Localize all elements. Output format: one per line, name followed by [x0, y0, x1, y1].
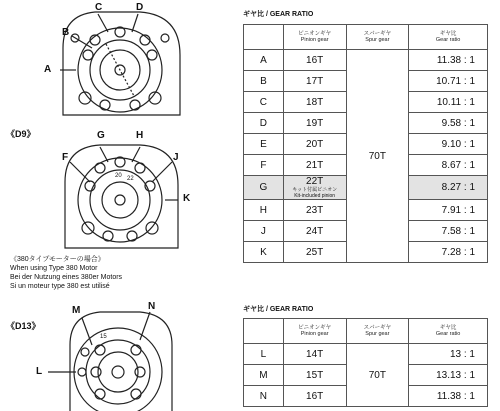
position-label-a: A	[44, 64, 52, 75]
header-pinion: ピニオンギヤ Pinion gear	[283, 25, 346, 50]
kit-included-label: キット付属ピニオン Kit-included pinion	[292, 187, 338, 199]
table-row: C 18T 10.11 : 1	[244, 92, 488, 113]
motor-380-note	[10, 255, 122, 291]
table-row: L 14T 70T 13 : 1	[244, 344, 488, 365]
motor-mount-drawing	[0, 0, 240, 411]
tooth-count-22: 22	[127, 176, 134, 182]
table-row: B 17T 10.71 : 1	[244, 71, 488, 92]
spur-gear-value: 70T	[346, 50, 409, 263]
table-row: A 16T 70T 11.38 : 1	[244, 50, 488, 71]
note-de: Bei der Nutzung eines 380er Motors	[10, 274, 123, 281]
position-label-b: B	[62, 27, 70, 38]
position-label-g: G	[97, 130, 105, 141]
table-header-row	[244, 25, 488, 50]
header-pinion: ピニオンギヤ Pinion gear	[283, 319, 346, 344]
section-label-d9: 《D9》	[6, 129, 36, 139]
position-label-l: L	[36, 366, 43, 377]
note-jp: 《380タイプモーターの場合》	[10, 256, 105, 263]
table-row: M 15T 13.13 : 1	[244, 365, 488, 386]
gear-ratio-table-1	[243, 24, 488, 263]
note-fr: Si un moteur type 380 est utilisé	[10, 283, 110, 290]
position-label-c: C	[95, 2, 103, 13]
table-row: F 21T 8.67 : 1	[244, 155, 488, 176]
position-label-j: J	[173, 152, 179, 163]
header-spur: スパーギヤ Spur gear	[346, 319, 409, 344]
motor-mount-diagrams	[0, 0, 240, 411]
table-row: K 25T 7.28 : 1	[244, 242, 488, 263]
position-label-k: K	[183, 193, 191, 204]
spur-gear-value: 70T	[346, 344, 409, 407]
tooth-count-20: 20	[115, 173, 122, 179]
position-label-f: F	[62, 152, 69, 163]
gear-ratio-table-2	[243, 318, 488, 407]
header-blank	[244, 319, 284, 344]
gear-ratio-title-1: ギヤ比 / GEAR RATIO	[243, 11, 314, 18]
table-row-kit-pinion: G 22T キット付属ピニオン Kit-included pinion 8.27 : 1	[244, 176, 488, 200]
header-spur: スパーギヤ Spur gear	[346, 25, 409, 50]
motor-mount-diagram-d13	[48, 312, 172, 411]
position-label-d: D	[136, 2, 144, 13]
table-row: E 20T 9.10 : 1	[244, 134, 488, 155]
table-row: D 19T 9.58 : 1	[244, 113, 488, 134]
section-label-d13: 《D13》	[6, 321, 41, 331]
table-header-row	[244, 319, 488, 344]
position-label-h: H	[136, 130, 144, 141]
motor-mount-diagram-d9	[65, 145, 178, 248]
position-label-m: M	[72, 305, 81, 316]
tooth-count-15: 15	[100, 334, 107, 340]
gear-ratio-title-2: ギヤ比 / GEAR RATIO	[243, 306, 314, 313]
header-blank	[244, 25, 284, 50]
table-row: N 16T 11.38 : 1	[244, 386, 488, 407]
table-row: H 23T 7.91 : 1	[244, 200, 488, 221]
header-ratio: ギヤ比 Gear ratio	[409, 319, 488, 344]
note-en: When using Type 380 Motor	[10, 265, 98, 272]
position-label-n: N	[148, 301, 156, 312]
motor-mount-diagram-top	[60, 12, 180, 115]
kit-pinion-cell: 22T キット付属ピニオン Kit-included pinion	[283, 176, 346, 200]
table-row: J 24T 7.58 : 1	[244, 221, 488, 242]
header-ratio: ギヤ比 Gear ratio	[409, 25, 488, 50]
